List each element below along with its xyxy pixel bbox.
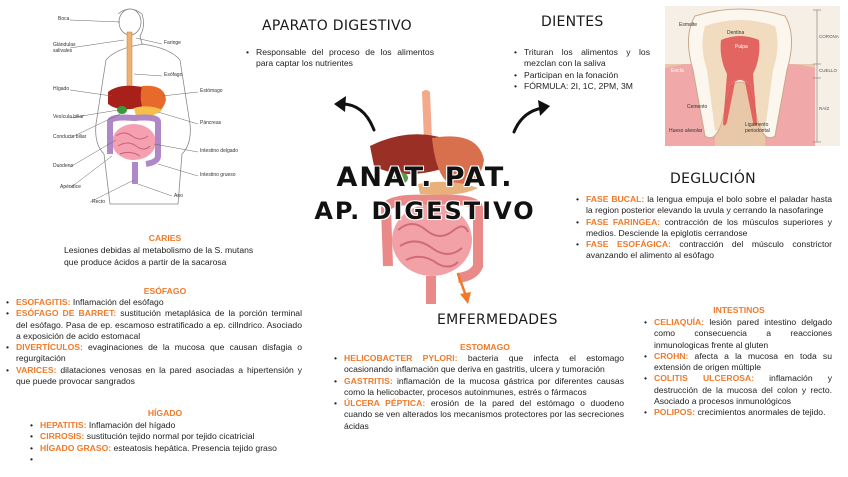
aparato-list	[246, 47, 434, 70]
caries-title: CARIES	[148, 233, 182, 243]
label-conducto-biliar: Conducto biliar	[53, 134, 87, 140]
dientes-item: • Trituran los alimentos y los mezclan con la saliva	[514, 47, 650, 70]
deglucion-item: • FASE ESOFÁGICA: contracción del músculo constrictor avanzando el alimento al esófago	[576, 239, 832, 262]
dientes-list	[514, 47, 650, 92]
esofago-list	[6, 297, 302, 387]
deglucion-heading: DEGLUCIÓN	[670, 171, 756, 187]
esofago-item: • DIVERTÍCULOS: evaginaciones de la mucosa que causan disfagia o regurgitación	[6, 342, 302, 365]
enfermedades-heading: EMFERMEDADES	[437, 312, 558, 328]
dientes-item: • Participan en la fonación	[514, 70, 650, 81]
esofago-item: • VARICES: dilataciones venosas en la pared asociadas a hipertensión y que puede provocar sangrados	[6, 365, 302, 388]
tooth-label-esmalte: Esmalte	[679, 22, 698, 28]
arrow-to-dientes-icon	[508, 98, 554, 138]
label-vesicula: Vesícula biliar	[53, 114, 84, 120]
label-apendice: Apéndice	[60, 184, 81, 190]
tooth-label-ligamento: Ligamento periodontal	[745, 122, 770, 134]
arrow-to-aparato-icon	[330, 92, 380, 136]
tooth-label-cuello: CUELLO	[819, 68, 838, 73]
label-esofago: Esófago	[164, 72, 183, 78]
intestinos-title: INTESTINOS	[713, 305, 765, 315]
higado-list	[30, 420, 310, 465]
label-higado: Hígado	[53, 86, 70, 92]
arrow-to-enfermedades-icon	[454, 272, 476, 306]
label-faringe: Faringe	[164, 40, 181, 46]
esofago-item: • ESOFAGITIS: Inflamación del esófago	[6, 297, 302, 308]
higado-item	[30, 454, 310, 465]
label-pancreas: Páncreas	[200, 120, 222, 126]
tooth-label-pulpa: Pulpa	[735, 44, 748, 50]
intestinos-item: • CROHN: afecta a la mucosa en toda su extensión de origen múltiple	[644, 351, 832, 374]
aparato-item: • Responsable del proceso de los alimentos para captar los nutrientes	[246, 47, 434, 70]
tooth-label-raiz: RAÍZ	[819, 106, 830, 111]
label-boca: Boca	[58, 16, 70, 22]
estomago-item: • ÚLCERA PÉPTICA: erosión de la pared del estómago o duodeno cuando se ven alterados los mecanismos protectores por las secreciones ácidas	[334, 398, 624, 432]
main-title-line2: AP. DIGESTIVO	[314, 197, 536, 225]
digestive-system-figure	[50, 4, 240, 209]
intestinos-list	[644, 317, 832, 419]
estomago-item: • HELICOBACTER PYLORI: bacteria que infecta el estomago ocasionando inflamación que deriva en gastritis, ulcera y tumoración	[334, 353, 624, 376]
higado-item: • HEPATITIS: Inflamación del hígado	[30, 420, 310, 431]
deglucion-item: • FASE BUCAL: la lengua empuja el bolo sobre el paladar hasta la region posterior elevando la uvula y cerrando la nasofaringe	[576, 194, 832, 217]
label-intestino-delgado: Intestino delgado	[200, 148, 239, 154]
caries-text: Lesiones debidas al metabolismo de la S. mutans que produce ácidos a partir de la sacarosa	[64, 245, 254, 267]
estomago-item: • GASTRITIS: inflamación de la mucosa gástrica por diferentes causas como la helicobacter, procesos autoinmunes, estrés o fármacos	[334, 376, 624, 399]
tooth-cross-section-figure	[665, 6, 840, 146]
tooth-label-dentina: Dentina	[727, 30, 745, 36]
higado-item: • HÍGADO GRASO: esteatosis hepática. Presencia tejido graso	[30, 443, 310, 454]
dientes-item: • FÓRMULA: 2I, 1C, 2PM, 3M	[514, 81, 650, 92]
higado-title: HÍGADO	[147, 408, 183, 418]
esofago-item: • ESÓFAGO DE BARRET: sustitución metaplásica de la porción terminal del esófago. Pasa de ep. escamoso estratificado a ep. cilIndrico. Asociado a exposición de acido estomacal	[6, 308, 302, 342]
label-glandulas: Glándulas salivales	[53, 42, 76, 54]
label-duodeno: Duodeno	[53, 163, 74, 169]
dientes-heading: DIENTES	[541, 14, 604, 30]
tooth-label-corona: CORONA	[819, 34, 839, 39]
deglucion-item: • FASE FARINGEA: contracción de los músculos superiores y medios. Desciende la epiglotis cerrandose	[576, 217, 832, 240]
estomago-list	[334, 353, 624, 432]
tooth-label-encia: Encía	[671, 68, 684, 74]
estomago-title: ESTOMAGO	[460, 342, 510, 352]
intestinos-item: • COLITIS ULCEROSA: inflamación y destrucción de la mucosa del colon y recto. Asociado a procesos inmunológicos	[644, 373, 832, 407]
main-title-line1: ANAT. PAT.	[336, 162, 514, 193]
tooth-label-cemento: Cemento	[687, 104, 708, 110]
deglucion-list	[576, 194, 832, 262]
tooth-label-hueso: Hueso alveolar	[669, 128, 703, 134]
esofago-title: ESÓFAGO	[143, 286, 187, 296]
label-recto: Recto	[92, 199, 106, 205]
label-estomago: Estómago	[200, 88, 223, 94]
higado-item: • CIRROSIS: sustitución tejido normal por tejido cicatricial	[30, 431, 310, 442]
label-ano: Ano	[174, 193, 183, 199]
intestinos-item: • POLIPOS: crecimientos anormales de tejido.	[644, 407, 832, 418]
intestinos-item: • CELIAQUÍA: lesión pared intestino delgado como consecuencia a reacciones inmunologicas frente al gluten	[644, 317, 832, 351]
aparato-heading: APARATO DIGESTIVO	[262, 18, 412, 34]
label-intestino-grueso: Intestino grueso	[200, 172, 236, 178]
